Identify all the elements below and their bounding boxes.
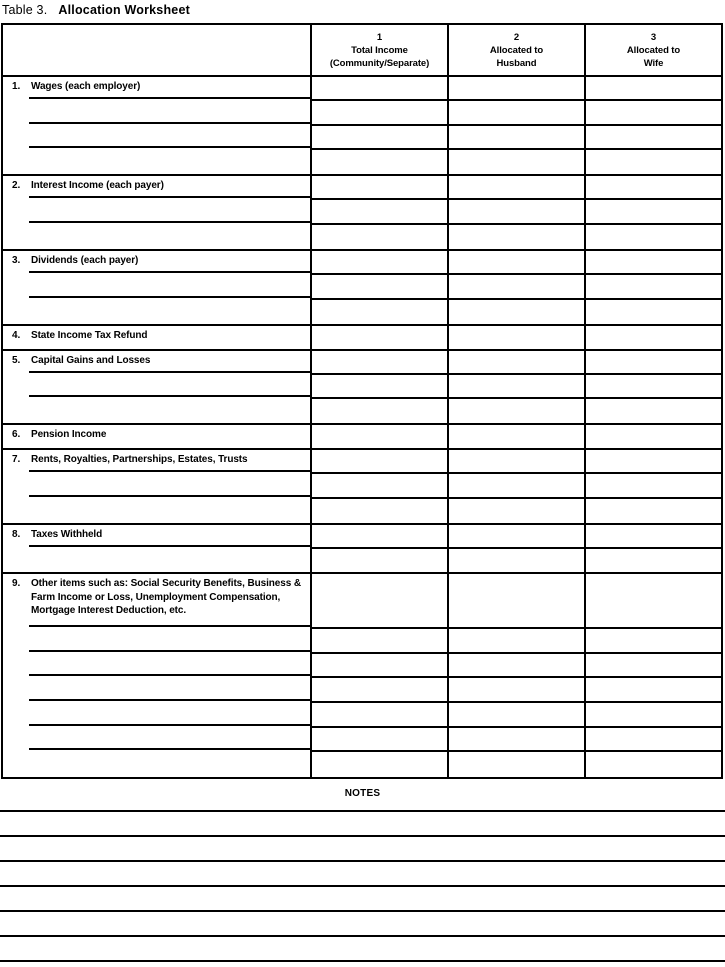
allocated-wife-cell [584, 703, 721, 728]
header-corner-cell [3, 25, 310, 75]
allocated-wife-cell [584, 728, 721, 753]
allocated-wife-cell [584, 654, 721, 679]
item-label: State Income Tax Refund [31, 330, 148, 341]
page-title [2, 3, 190, 18]
allocated-wife-cell [584, 752, 721, 777]
description-write-line [3, 300, 310, 324]
description-write-line [3, 752, 310, 777]
total-income-cell [310, 450, 447, 474]
allocated-husband-cell [447, 351, 584, 375]
blank-entry-row [3, 101, 721, 125]
allocated-husband-cell [447, 450, 584, 474]
description-write-line [3, 728, 310, 753]
blank-entry-row [3, 375, 721, 399]
item-description [3, 176, 310, 200]
allocated-wife-cell [584, 77, 721, 101]
blank-entry-row [3, 275, 721, 299]
item-number: 1. [12, 81, 21, 92]
allocated-wife-cell [584, 375, 721, 399]
allocated-wife-cell [584, 251, 721, 275]
item-dividends [3, 251, 721, 326]
allocated-wife-cell [584, 425, 721, 448]
item-description [3, 251, 310, 275]
item-taxes-withheld [3, 525, 721, 574]
total-income-cell [310, 126, 447, 150]
total-income-cell [310, 425, 447, 448]
item-number: 2. [12, 180, 21, 191]
item-number: 3. [12, 255, 21, 266]
total-income-cell [310, 678, 447, 703]
item-description [3, 574, 310, 629]
item-description [3, 450, 310, 474]
col-number: 1 [376, 32, 383, 43]
allocated-wife-cell [584, 225, 721, 249]
item-label: Other items such as: Social Security Benefits, Business & Farm Income or Loss, Unemployment Compensation, Mortgage Interest Deduction, etc. [31, 578, 301, 616]
total-income-cell [310, 176, 447, 200]
description-write-line [3, 225, 310, 249]
allocated-husband-cell [447, 200, 584, 224]
description-write-line [3, 101, 310, 125]
description-write-line [3, 375, 310, 399]
item-label-row [3, 425, 721, 448]
description-write-line [3, 629, 310, 654]
item-description [3, 425, 310, 448]
item-number: 7. [12, 454, 21, 465]
total-income-cell [310, 251, 447, 275]
allocated-wife-cell [584, 629, 721, 654]
col-label-line1: Allocated to [489, 45, 544, 56]
item-number: 4. [12, 330, 21, 341]
allocated-wife-cell [584, 176, 721, 200]
blank-entry-row [3, 126, 721, 150]
allocated-husband-cell [447, 425, 584, 448]
description-write-line [3, 703, 310, 728]
col-label-line2: Husband [496, 58, 537, 69]
total-income-cell [310, 200, 447, 224]
total-income-cell [310, 654, 447, 679]
description-write-line [3, 126, 310, 150]
allocated-husband-cell [447, 525, 584, 549]
blank-entry-row [3, 300, 721, 324]
notes-section [0, 788, 725, 962]
allocated-husband-cell [447, 629, 584, 654]
allocated-wife-cell [584, 101, 721, 125]
col-label-line1: Allocated to [626, 45, 681, 56]
total-income-cell [310, 752, 447, 777]
allocated-wife-cell [584, 450, 721, 474]
item-number: 6. [12, 429, 21, 440]
notes-write-line [0, 910, 725, 912]
blank-entry-row [3, 654, 721, 679]
item-label: Rents, Royalties, Partnerships, Estates, Trusts [31, 454, 248, 465]
description-write-line [3, 200, 310, 224]
total-income-cell [310, 549, 447, 573]
item-number: 8. [12, 529, 21, 540]
allocated-wife-cell [584, 549, 721, 573]
allocated-wife-cell [584, 474, 721, 498]
description-write-line [3, 654, 310, 679]
col-number: 2 [513, 32, 520, 43]
total-income-cell [310, 574, 447, 629]
table-header-row [3, 25, 721, 77]
table-title-label: Allocation Worksheet [58, 3, 190, 17]
notes-write-line [0, 860, 725, 862]
allocated-wife-cell [584, 574, 721, 629]
allocated-husband-cell [447, 574, 584, 629]
allocated-husband-cell [447, 126, 584, 150]
allocated-wife-cell [584, 200, 721, 224]
col-label-line1: Total Income [351, 45, 408, 56]
item-state-income-tax-refund [3, 326, 721, 351]
description-write-line [3, 678, 310, 703]
item-label-row [3, 326, 721, 349]
allocated-husband-cell [447, 326, 584, 349]
allocation-worksheet-table [1, 23, 723, 779]
total-income-cell [310, 150, 447, 174]
allocated-husband-cell [447, 77, 584, 101]
allocated-wife-cell [584, 150, 721, 174]
allocated-husband-cell [447, 176, 584, 200]
notes-write-line [0, 810, 725, 812]
allocated-husband-cell [447, 678, 584, 703]
allocated-husband-cell [447, 549, 584, 573]
item-pension-income [3, 425, 721, 450]
item-label: Dividends (each payer) [31, 255, 139, 266]
blank-entry-row [3, 629, 721, 654]
total-income-cell [310, 375, 447, 399]
allocated-wife-cell [584, 499, 721, 523]
blank-entry-row [3, 703, 721, 728]
allocated-wife-cell [584, 326, 721, 349]
item-rents-royalties [3, 450, 721, 525]
item-interest-income [3, 176, 721, 251]
item-number: 9. [12, 578, 21, 589]
allocated-wife-cell [584, 275, 721, 299]
total-income-cell [310, 351, 447, 375]
notes-write-line [0, 935, 725, 937]
item-label: Pension Income [31, 429, 107, 440]
item-description [3, 525, 310, 549]
total-income-cell [310, 629, 447, 654]
blank-entry-row [3, 200, 721, 224]
col-label-line2: Wife [643, 58, 664, 69]
allocated-husband-cell [447, 399, 584, 423]
total-income-cell [310, 474, 447, 498]
allocated-wife-cell [584, 399, 721, 423]
notes-write-line [0, 835, 725, 837]
header-col-total-income [310, 25, 447, 75]
item-label-row [3, 176, 721, 200]
allocated-husband-cell [447, 101, 584, 125]
description-write-line [3, 275, 310, 299]
blank-entry-row [3, 474, 721, 498]
item-label: Taxes Withheld [31, 529, 103, 540]
allocated-husband-cell [447, 703, 584, 728]
col-label-line2: (Community/Separate) [329, 58, 430, 69]
blank-entry-row [3, 678, 721, 703]
item-label-row [3, 525, 721, 549]
allocated-wife-cell [584, 525, 721, 549]
total-income-cell [310, 300, 447, 324]
table-number-label: Table 3. [2, 3, 48, 17]
total-income-cell [310, 703, 447, 728]
description-write-line [3, 474, 310, 498]
allocated-husband-cell [447, 375, 584, 399]
item-label-row [3, 574, 721, 629]
allocated-wife-cell [584, 126, 721, 150]
item-label-row [3, 251, 721, 275]
item-capital-gains-losses [3, 351, 721, 425]
allocated-husband-cell [447, 225, 584, 249]
total-income-cell [310, 499, 447, 523]
blank-entry-row [3, 752, 721, 777]
total-income-cell [310, 77, 447, 101]
blank-entry-row [3, 399, 721, 423]
blank-entry-row [3, 549, 721, 573]
allocated-wife-cell [584, 300, 721, 324]
item-description [3, 326, 310, 349]
total-income-cell [310, 326, 447, 349]
description-write-line [3, 399, 310, 423]
allocated-husband-cell [447, 300, 584, 324]
allocated-husband-cell [447, 251, 584, 275]
total-income-cell [310, 225, 447, 249]
description-write-line [3, 150, 310, 174]
header-col-allocated-wife [584, 25, 721, 75]
description-write-line [3, 499, 310, 523]
notes-write-line [0, 885, 725, 887]
item-description [3, 351, 310, 375]
col-number: 3 [650, 32, 657, 43]
item-number: 5. [12, 355, 21, 366]
total-income-cell [310, 525, 447, 549]
header-col-allocated-husband [447, 25, 584, 75]
item-label: Interest Income (each payer) [31, 180, 164, 191]
item-other-items [3, 574, 721, 777]
item-label-row [3, 450, 721, 474]
notes-heading: NOTES [344, 788, 381, 799]
total-income-cell [310, 275, 447, 299]
item-label: Wages (each employer) [31, 81, 141, 92]
notes-write-line [0, 960, 725, 962]
allocated-wife-cell [584, 678, 721, 703]
total-income-cell [310, 399, 447, 423]
allocated-wife-cell [584, 351, 721, 375]
allocated-husband-cell [447, 474, 584, 498]
blank-entry-row [3, 728, 721, 753]
allocated-husband-cell [447, 150, 584, 174]
blank-entry-row [3, 225, 721, 249]
allocated-husband-cell [447, 275, 584, 299]
item-wages [3, 77, 721, 176]
blank-entry-row [3, 150, 721, 174]
total-income-cell [310, 728, 447, 753]
allocated-husband-cell [447, 728, 584, 753]
allocated-husband-cell [447, 499, 584, 523]
item-label-row [3, 351, 721, 375]
item-label: Capital Gains and Losses [31, 355, 151, 366]
allocated-husband-cell [447, 752, 584, 777]
blank-entry-row [3, 499, 721, 523]
total-income-cell [310, 101, 447, 125]
item-description [3, 77, 310, 101]
allocated-husband-cell [447, 654, 584, 679]
description-write-line [3, 549, 310, 573]
item-label-row [3, 77, 721, 101]
